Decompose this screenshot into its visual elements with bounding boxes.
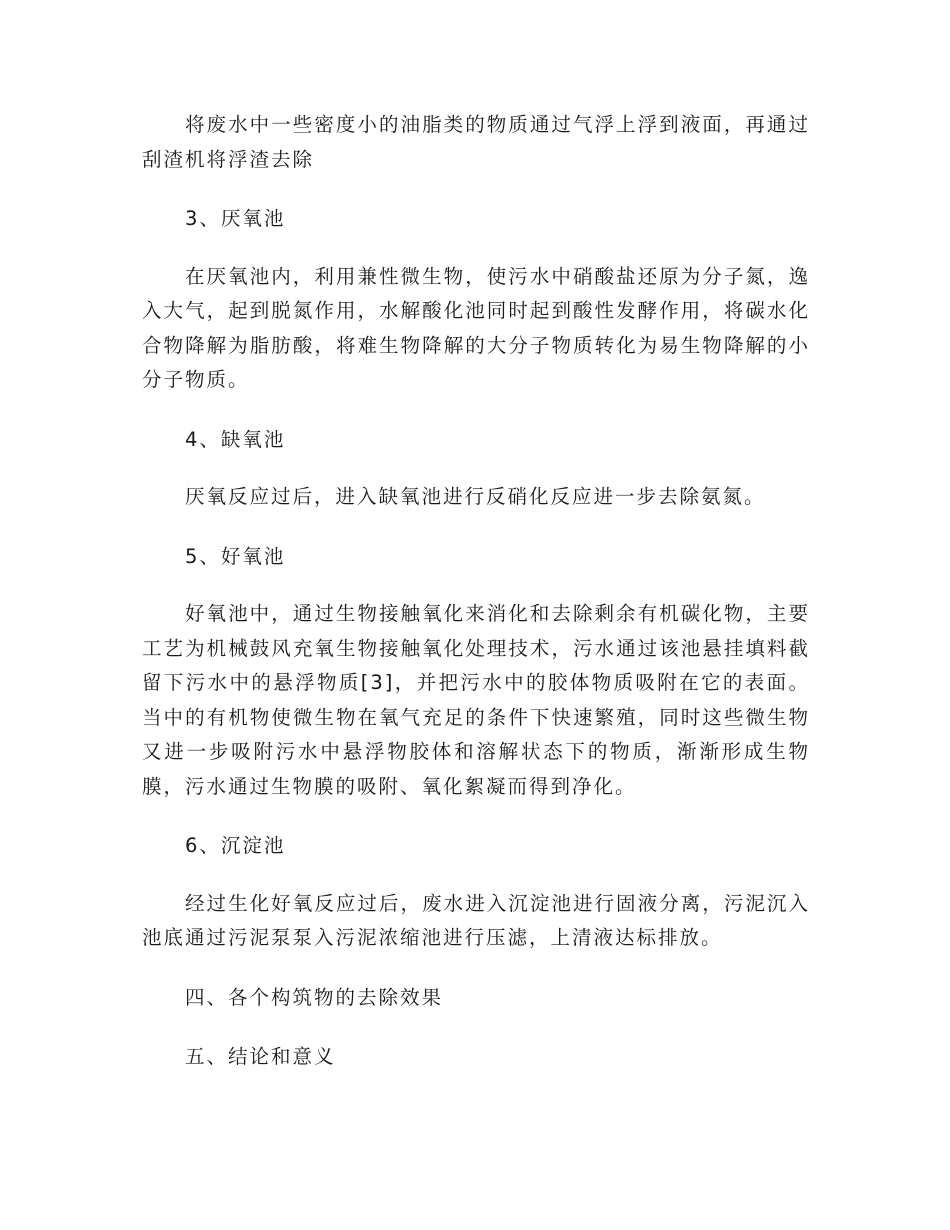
section-heading-sedimentation-tank: 6、沉淀池 (185, 834, 286, 857)
document-body (142, 108, 810, 1075)
paragraph-aerobic-tank: 好氧池中，通过生物接触氧化来消化和去除剩余有机碳化物，主要工艺为机械鼓风充氧生物接触氧化处理技术，污水通过该池悬挂填料截留下污水中的悬浮物质[3]，并把污水中的胶体物质吸附在它的表面。当中的有机物使微生物在氧气充足的条件下快速繁殖，同时这些微生物又进一步吸附污水中悬浮物胶体和溶解状态下的物质，渐渐形成生物膜，污水通过生物膜的吸附、氧化絮凝而得到净化。 (142, 602, 810, 798)
section-heading-anoxic-tank: 4、缺氧池 (185, 427, 286, 451)
section-heading-anaerobic-tank: 3、厌氧池 (185, 207, 286, 230)
section-heading-conclusion: 五、结论和意义 (185, 1045, 336, 1068)
section-heading-aerobic-tank: 5、好氧池 (185, 544, 286, 568)
section-heading-removal-effect: 四、各个构筑物的去除效果 (185, 985, 444, 1009)
paragraph-flotation: 将废水中一些密度小的油脂类的物质通过气浮上浮到液面，再通过刮渣机将浮渣去除 (142, 113, 810, 171)
paragraph-anaerobic-tank: 在厌氧池内，利用兼性微生物，使污水中硝酸盐还原为分子氮，逸入大气，起到脱氮作用，水解酸化池同时起到酸性发酵作用，将碳水化合物降解为脂肪酸，将难生物降解的大分子物质转化为易生物降解的小分子物质。 (142, 264, 810, 391)
paragraph-anoxic-tank: 厌氧反应过后，进入缺氧池进行反硝化反应进一步去除氨氮。 (185, 485, 766, 508)
paragraph-sedimentation-tank: 经过生化好氧反应过后，废水进入沉淀池进行固液分离，污泥沉入池底通过污泥泵泵入污泥浓缩池进行压滤，上清液达标排放。 (142, 891, 810, 949)
